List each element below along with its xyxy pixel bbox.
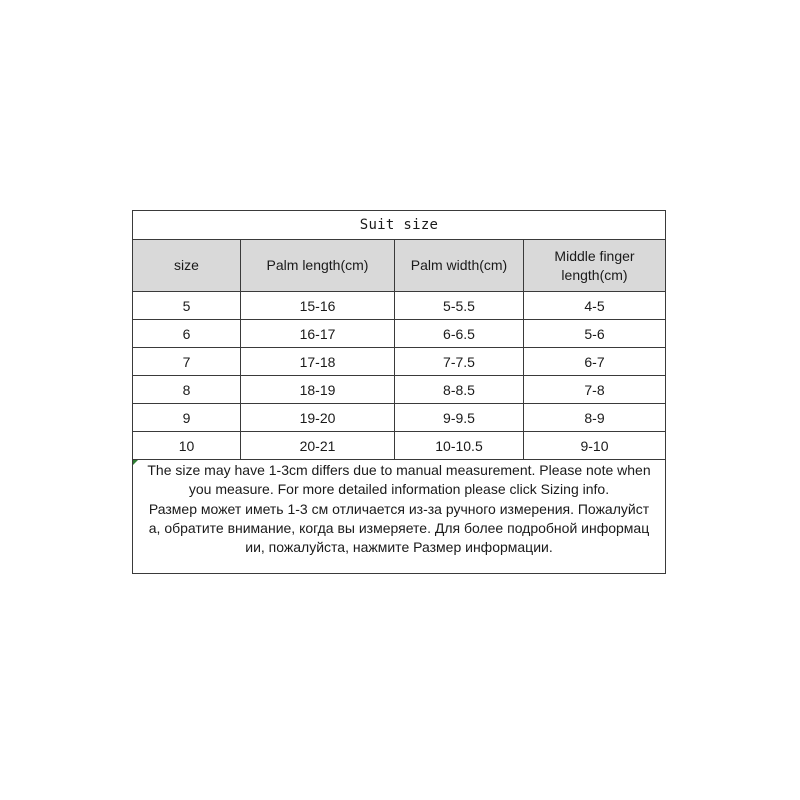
table-row bbox=[133, 348, 666, 376]
cell-middle-finger-length: 5-6 bbox=[524, 320, 666, 348]
table-row bbox=[133, 320, 666, 348]
note-row bbox=[133, 460, 666, 574]
cell-middle-finger-length: 9-10 bbox=[524, 432, 666, 460]
cell-size: 9 bbox=[133, 404, 241, 432]
cell-middle-finger-length: 7-8 bbox=[524, 376, 666, 404]
header-palm-width: Palm width(cm) bbox=[395, 240, 524, 292]
cell-palm-length: 19-20 bbox=[241, 404, 395, 432]
header-palm-length: Palm length(cm) bbox=[241, 240, 395, 292]
header-size: size bbox=[133, 240, 241, 292]
cell-size: 10 bbox=[133, 432, 241, 460]
table-row bbox=[133, 432, 666, 460]
cell-palm-width: 7-7.5 bbox=[395, 348, 524, 376]
cell-size: 6 bbox=[133, 320, 241, 348]
cell-palm-width: 9-9.5 bbox=[395, 404, 524, 432]
cell-middle-finger-length: 8-9 bbox=[524, 404, 666, 432]
cell-palm-length: 16-17 bbox=[241, 320, 395, 348]
header-row bbox=[133, 240, 666, 292]
cell-palm-length: 18-19 bbox=[241, 376, 395, 404]
table-title: Suit size bbox=[133, 211, 666, 240]
table-row bbox=[133, 376, 666, 404]
table-row bbox=[133, 292, 666, 320]
cell-palm-length: 17-18 bbox=[241, 348, 395, 376]
cell-size: 5 bbox=[133, 292, 241, 320]
note-line: The size may have 1-3cm differs due to manual measurement. Please note when bbox=[147, 462, 651, 478]
title-row bbox=[133, 211, 666, 240]
header-middle-finger-length bbox=[524, 240, 666, 292]
cell-palm-width: 10-10.5 bbox=[395, 432, 524, 460]
cell-palm-width: 5-5.5 bbox=[395, 292, 524, 320]
cell-middle-finger-length: 4-5 bbox=[524, 292, 666, 320]
note-line: а, обратите внимание, когда вы измеряете. Для более подробной информац bbox=[148, 519, 650, 536]
cell-palm-length: 20-21 bbox=[241, 432, 395, 460]
comment-marker-icon bbox=[133, 460, 138, 465]
size-chart-table bbox=[132, 210, 666, 574]
table-row bbox=[133, 404, 666, 432]
header-middle-finger-line-1: Middle finger bbox=[554, 247, 635, 264]
cell-palm-width: 8-8.5 bbox=[395, 376, 524, 404]
measurement-note bbox=[133, 460, 666, 574]
table-body bbox=[133, 292, 666, 460]
note-line: you measure. For more detailed information please click Sizing info. bbox=[188, 481, 610, 498]
note-line: Размер может иметь 1-3 см отличается из-за ручного измерения. Пожалуйст bbox=[148, 500, 650, 517]
cell-size: 7 bbox=[133, 348, 241, 376]
note-line: ии, пожалуйста, нажмите Размер информации. bbox=[245, 539, 553, 556]
cell-size: 8 bbox=[133, 376, 241, 404]
header-middle-finger-line-2: length(cm) bbox=[561, 266, 628, 283]
cell-middle-finger-length: 6-7 bbox=[524, 348, 666, 376]
cell-palm-length: 15-16 bbox=[241, 292, 395, 320]
cell-palm-width: 6-6.5 bbox=[395, 320, 524, 348]
